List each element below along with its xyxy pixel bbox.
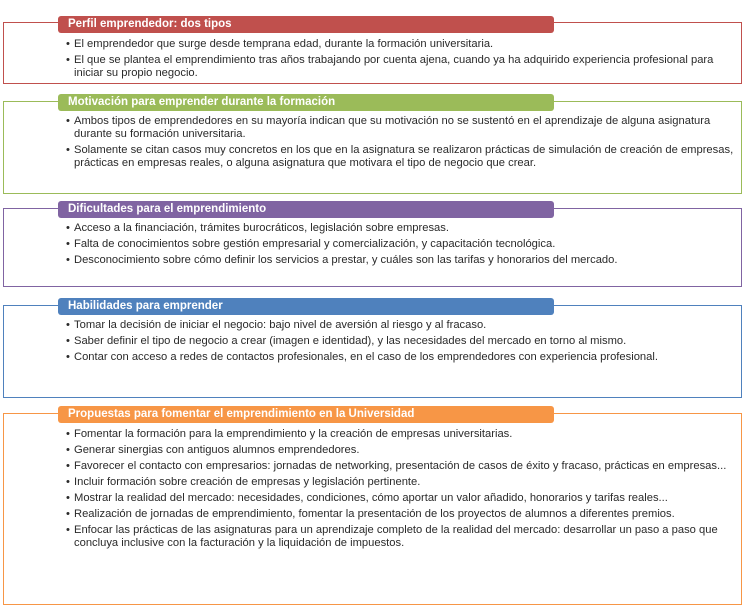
section-header: Perfil emprendedor: dos tipos (58, 16, 554, 33)
bullet-item: • Incluir formación sobre creación de empresas y legislación pertinente. (66, 476, 738, 489)
bullet-list (66, 38, 738, 83)
bullet-list (66, 115, 738, 173)
bullet-list (66, 319, 738, 367)
bullet-item: • Fomentar la formación para la emprendimiento y la creación de empresas universitarias. (66, 428, 738, 441)
bullet-item: • El emprendedor que surge desde temprana edad, durante la formación universitaria. (66, 38, 738, 51)
bullet-item: • Enfocar las prácticas de las asignaturas para un aprendizaje completo de la realidad del mercado: desarrollar un paso a paso que concluya inclusive con la facturación y la liquidación de impuestos. (66, 524, 738, 550)
bullet-item: • Solamente se citan casos muy concretos en los que en la asignatura se realizaron prácticas de simulación de creación de empresas, prácticas en empresas reales, o alguna asignatura que motivara el tipo de negocio que crear. (66, 144, 738, 170)
section-header: Dificultades para el emprendimiento (58, 201, 554, 218)
section-header: Motivación para emprender durante la formación (58, 94, 554, 111)
bullet-item: • Mostrar la realidad del mercado: necesidades, condiciones, cómo aportar un valor añadido, honorarios y tarifas reales... (66, 492, 738, 505)
bullet-list (66, 222, 738, 270)
bullet-item: • Favorecer el contacto con empresarios: jornadas de networking, presentación de casos de éxito y fracaso, prácticas en empresas... (66, 460, 738, 473)
bullet-item: • El que se plantea el emprendimiento tras años trabajando por cuenta ajena, cuando ya ha adquirido experiencia profesional para iniciar su propio negocio. (66, 54, 738, 80)
section-header: Habilidades para emprender (58, 298, 554, 315)
bullet-item: • Realización de jornadas de emprendimiento, fomentar la presentación de los proyectos de alumnos a diferentes premios. (66, 508, 738, 521)
bullet-item: • Falta de conocimientos sobre gestión empresarial y comercialización, y capacitación tecnológica. (66, 238, 738, 251)
bullet-item: • Tomar la decisión de iniciar el negocio: bajo nivel de aversión al riesgo y al fracaso. (66, 319, 738, 332)
bullet-item: • Contar con acceso a redes de contactos profesionales, en el caso de los emprendedores con experiencia profesional. (66, 351, 738, 364)
section-header: Propuestas para fomentar el emprendimiento en la Universidad (58, 406, 554, 423)
bullet-item: • Acceso a la financiación, trámites burocráticos, legislación sobre empresas. (66, 222, 738, 235)
bullet-item: • Saber definir el tipo de negocio a crear (imagen e identidad), y las necesidades del mercado en torno al mismo. (66, 335, 738, 348)
bullet-list (66, 428, 738, 553)
bullet-item: • Ambos tipos de emprendedores en su mayoría indican que su motivación no se sustentó en el aprendizaje de alguna asignatura durante su formación universitaria. (66, 115, 738, 141)
bullet-item: • Generar sinergias con antiguos alumnos emprendedores. (66, 444, 738, 457)
bullet-item: • Desconocimiento sobre cómo definir los servicios a prestar, y cuáles son las tarifas y honorarios del mercado. (66, 254, 738, 267)
